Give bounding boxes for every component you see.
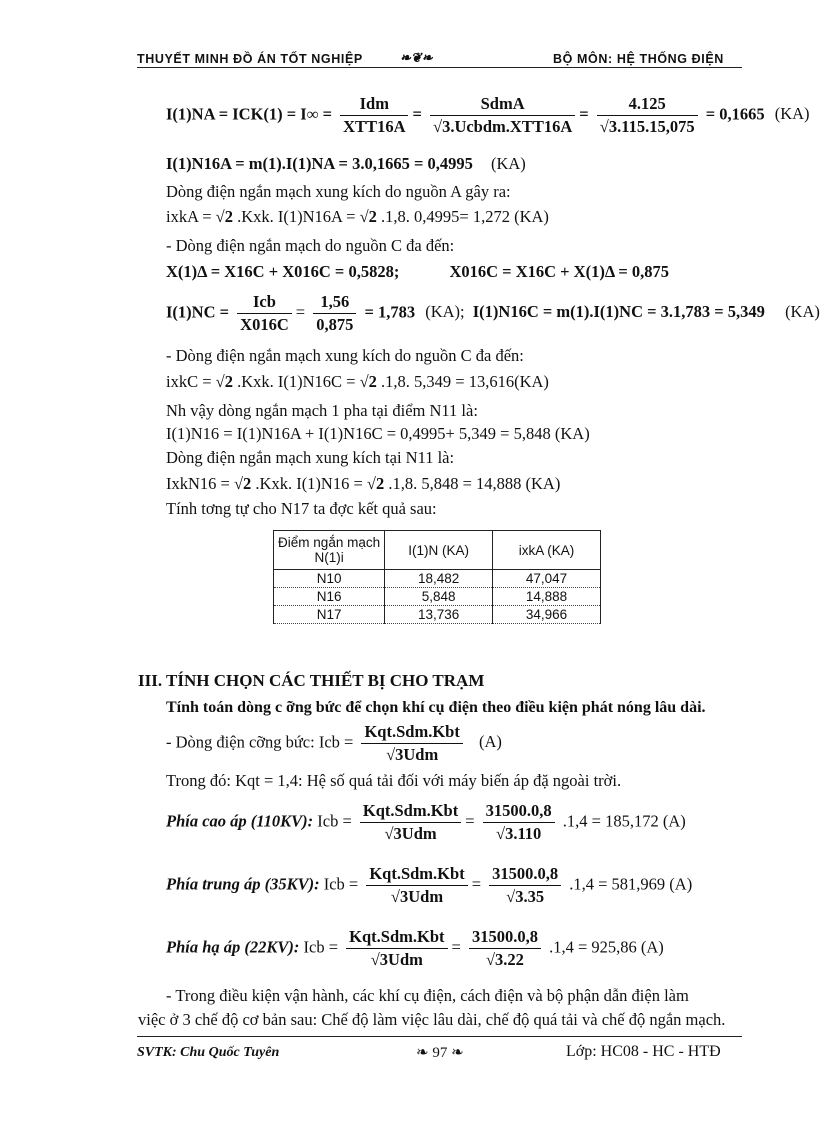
col-ixka: ixkA (KA): [493, 531, 601, 570]
col-in: I(1)N (KA): [385, 531, 493, 570]
equation-ixkn16: IxkN16 = √2 .Kxk. I(1)N16 = √2 .1,8. 5,848 = 14,888 (KA): [166, 474, 561, 493]
equation-ixka: ixkA = √2 .Kxk. I(1)N16A = √2 .1,8. 0,4995= 1,272 (KA): [166, 207, 549, 226]
footer-page-number: ❧ 97 ❧: [416, 1045, 464, 1061]
text-n11-intro: Nh vậy dòng ngắn mạch 1 pha tại điểm N11 là:: [166, 401, 478, 420]
text-xk-n11: Dòng điện ngắn mạch xung kích tại N11 là:: [166, 448, 455, 467]
header-ornament: ❧❦❧: [400, 50, 433, 65]
equation-icb-general: - Dòng điện cỡng bức: Icb = $\frac{\text{Kqt.Sdm.Kbt}}{\text{√3Udm}}$ (A): [166, 722, 502, 764]
equation-in16a: I(1)N16A = m(1).I(1)NA = 3.0,1665 = 0,4995 (KA): [166, 154, 526, 173]
header-left: THUYẾT MINH ĐỒ ÁN TỐT NGHIỆP: [137, 52, 363, 66]
equation-x-sum: X(1)Δ = X16C + X016C = 0,5828; X016C = X16C + X(1)Δ = 0,875: [166, 262, 670, 281]
table-row: N10 18,482 47,047: [274, 570, 601, 588]
table-header-row: [274, 531, 601, 570]
section-title: III. TÍNH CHỌN CÁC THIẾT BỊ CHO TRẠM: [138, 671, 485, 690]
equation-side-low: Phía hạ áp (22KV): Icb = $\frac{\text{Kqt.Sdm.Kbt}}{\text{√3Udm}}$ = $\frac{31500.0,8}{√3.22}$ .1,4 = 925,86 (A): [166, 927, 664, 969]
header-rule: [137, 67, 742, 68]
text-paragraph-end-2: việc ở 3 chế độ cơ bản sau: Chế độ làm việc lâu dài, chế độ quá tải và chế độ ngắn mạch.: [138, 1010, 726, 1029]
equation-side-mid: Phía trung áp (35KV): Icb = $\frac{\text{Kqt.Sdm.Kbt}}{\text{√3Udm}}$ = $\frac{31500.0,8}{√3.35}$ .1,4 = 581,969 (A): [166, 864, 693, 906]
table-row: N16 5,848 14,888: [274, 588, 601, 606]
equation-ixkc: ixkC = √2 .Kxk. I(1)N16C = √2 .1,8. 5,349 = 13,616(KA): [166, 372, 549, 391]
text-source-c-intro: - Dòng điện ngắn mạch do nguồn C đa đến:: [166, 236, 455, 255]
table-row: N17 13,736 34,966: [274, 606, 601, 624]
section-subtitle: Tính toán dòng c ỡng bức để chọn khí cụ điện theo điều kiện phát nóng lâu dài.: [166, 699, 706, 716]
footer-right: Lớp: HC08 - HC - HTĐ: [566, 1043, 721, 1060]
text-n17-intro: Tính tơng tự cho N17 ta đợc kết quả sau:: [166, 499, 437, 518]
equation-side-high: Phía cao áp (110KV): Icb = $\frac{\text{Kqt.Sdm.Kbt}}{\text{√3Udm}}$ = $\frac{31500.0,8}{√3.110}$ .1,4 = 185,172 (A): [166, 801, 686, 843]
equation-ina: I(1)NA = ICK(1) = I∞ = $\frac{\text{Idm}}{\text{XTT16A}}$ = $\frac{\text{SdmA}}{\text{√3.Ucbdm.XTT16A}}$ = $\frac{4.125}{√3.115.15,075}$ = 0,1665 (KA): [166, 94, 810, 136]
footer-left: SVTK: Chu Quốc Tuyên: [137, 1045, 280, 1060]
text-kqt: Trong đó: Kqt = 1,4: Hệ số quá tải đối với máy biến áp đặ ngoài trời.: [166, 771, 622, 790]
text-source-c-xk-intro: - Dòng điện ngắn mạch xung kích do nguồn C đa đến:: [166, 346, 524, 365]
col-point: Điểm ngắn mạch N(1)i: [274, 531, 385, 570]
equation-inc: I(1)NC = $\frac{\text{Icb}}{X016C}$ = $\frac{1,56}{0,875}$ = 1,783 (KA); I(1)N16C = m(1).I(1)NC = 3.1,783 = 5,349 (KA): [166, 292, 820, 334]
equation-in16-sum: I(1)N16 = I(1)N16A + I(1)N16C = 0,4995+ 5,349 = 5,848 (KA): [166, 424, 590, 443]
text-paragraph-end-1: - Trong điều kiện vận hành, các khí cụ điện, cách điện và bộ phận dẫn điện làm: [166, 986, 689, 1005]
footer-rule: [137, 1036, 742, 1037]
text-source-a-intro: Dòng điện ngắn mạch xung kích do nguồn A gây ra:: [166, 182, 511, 201]
header-right: BỘ MÔN: HỆ THỐNG ĐIỆN: [553, 52, 724, 66]
results-table: [273, 530, 601, 624]
